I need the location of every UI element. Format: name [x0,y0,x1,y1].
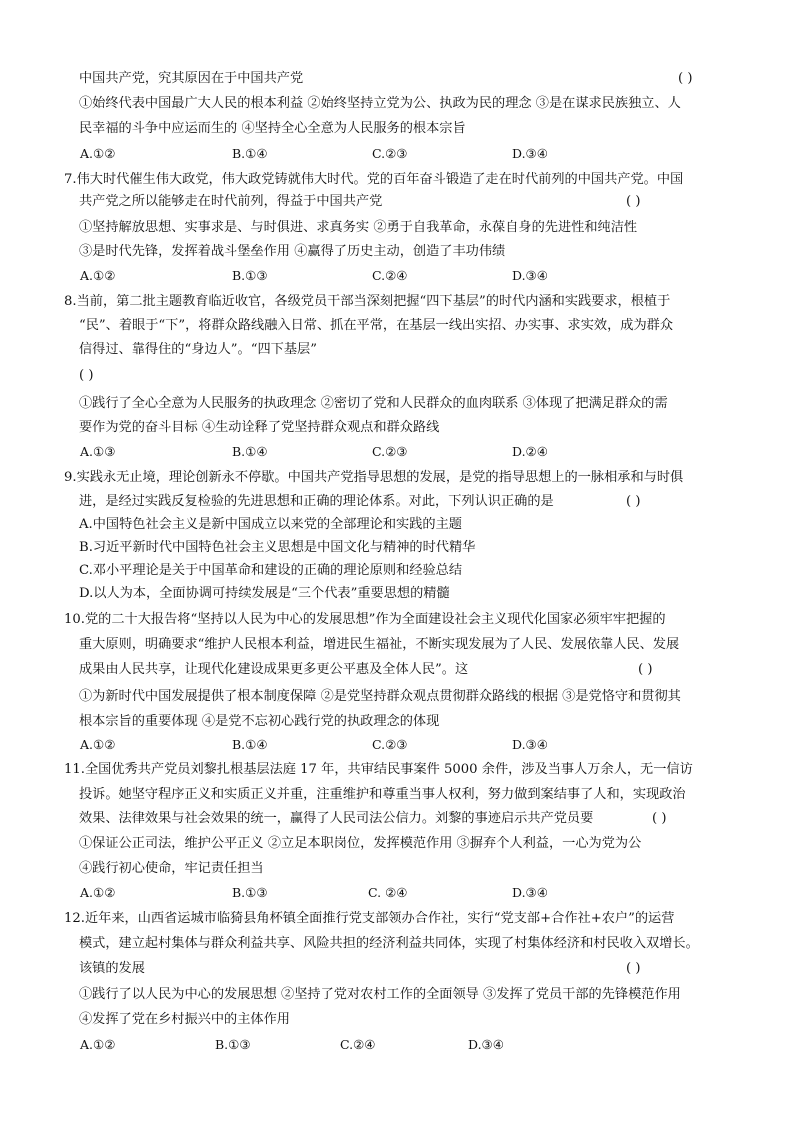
statement-line: ①始终代表中国最广大人民的根本利益 ②始终坚持立党为公、执政为民的理念 ③是在谋求民族独立、人 [79,96,681,111]
choice-d: D.以人为本，全面协调可持续发展是“三个代表”重要思想的精髓 [79,586,450,601]
option-b: B.①③ [232,268,268,283]
question-stem-line: 11.全国优秀共产党员刘黎扎根基层法庭 17 年，共审结民事案件 5000 余件，涉及当事人万余人，无一信访 [64,762,693,777]
question-stem-line: “民”、着眼于“下”，将群众路线融入日常、抓在平常，在基层一线出实招、办实事、求实效，成为群众 [79,318,674,333]
option-c: C.②③ [372,146,408,161]
option-a: A.①② [80,1037,116,1052]
question-stem-line: 效果、法律效果与社会效果的统一，赢得了人民司法公信力。刘黎的事迹启示共产党员要 [79,811,594,826]
statement-line: 根本宗旨的重要体现 ④是党不忘初心践行党的执政理念的体现 [79,714,440,729]
question-stem-line: 7.伟大时代催生伟大政党，伟大政党铸就伟大时代。党的百年奋斗锻造了走在时代前列的中国共产党。中国 [64,172,684,187]
option-c: C.②④ [372,268,408,283]
question-stem-line: 8.当前，第二批主题教育临近收官，各级党员干部当深刻把握“四下基层”的时代内涵和实践要求，根植于 [64,294,671,309]
option-c: C.②③ [372,444,408,459]
question-stem-line: 10.党的二十大报告将“坚持以人民为中心的发展思想”作为全面建设社会主义现代化国家必须牢牢把握的 [64,612,666,627]
option-a: A.①② [80,268,116,283]
question-stem-line: 信得过、靠得住的“身边人”。“四下基层” [79,342,317,357]
choice-c: C.邓小平理论是关于中国革命和建设的正确的理论原则和经验总结 [79,563,463,578]
statement-line: ①为新时代中国发展提供了根本制度保障 ②是党坚持群众观点贯彻群众路线的根据 ③是党恪守和贯彻其 [79,689,681,704]
answer-parentheses: ( ) [638,662,653,677]
question-stem-line: 投诉。她坚守程序正义和实质正义并重，注重维护和尊重当事人权利，努力做到案结事了人和，实现政治 [79,787,686,802]
option-b: B.①④ [232,737,268,752]
statement-line: 要作为党的奋斗目标 ④生动诠释了党坚持群众观点和群众路线 [79,420,440,435]
statement-line: 民幸福的斗争中应运而生的 ④坚持全心全意为人民服务的根本宗旨 [79,121,466,136]
option-d: D.③④ [512,885,548,900]
option-a: A.①② [80,737,116,752]
option-a: A.①② [80,885,116,900]
statement-line: ④践行初心使命，牢记责任担当 [79,861,264,876]
question-stem-line: 成果由人民共享，让现代化建设成果更多更公平惠及全体人民”。这 [79,662,469,677]
option-d: D.③④ [512,146,548,161]
answer-parentheses: ( ) [626,494,641,509]
statement-line: ①坚持解放思想、实事求是、与时俱进、求真务实 ②勇于自我革命，永葆自身的先进性和纯洁性 [79,220,638,235]
statement-line: ③是时代先锋，发挥着战斗堡垒作用 ④赢得了历史主动，创造了丰功伟绩 [79,244,506,259]
choice-a: A.中国特色社会主义是新中国成立以来党的全部理论和实践的主题 [79,517,462,532]
option-b: B.①④ [232,146,268,161]
option-b: B.①③ [215,1037,251,1052]
statement-line: ①践行了全心全意为人民服务的执政理念 ②密切了党和人民群众的血肉联系 ③体现了把满足群众的需 [79,396,668,411]
statement-line: ④发挥了党在乡村振兴中的主体作用 [79,1012,290,1027]
question-stem-line: 共产党之所以能够走在时代前列，得益于中国共产党 [79,194,383,209]
option-a: A.①③ [80,444,116,459]
option-d: D.③④ [468,1037,504,1052]
answer-parentheses: ( ) [626,194,641,209]
answer-parentheses: ( ) [79,368,94,383]
option-b: B.①④ [232,444,268,459]
question-stem-line: 中国共产党，究其原因在于中国共产党 [79,71,304,86]
question-stem-line: 该镇的发展 [79,961,145,976]
answer-parentheses: ( ) [652,811,667,826]
choice-b: B.习近平新时代中国特色社会主义思想是中国文化与精神的时代精华 [79,540,476,555]
question-stem-line: 进，是经过实践反复检验的先进思想和正确的理论体系。对此，下列认识正确的是 [79,494,554,509]
option-d: D.③④ [512,737,548,752]
option-b: B.①③ [232,885,268,900]
option-c: C.②④ [340,1037,376,1052]
option-d: D.③④ [512,268,548,283]
statement-line: ①践行了以人民为中心的发展思想 ②坚持了党对农村工作的全面领导 ③发挥了党员干部的先锋模范作用 [79,987,681,1002]
option-a: A.①② [80,146,116,161]
option-d: D.②④ [512,444,548,459]
option-c: C. ②④ [368,885,408,900]
answer-parentheses: ( ) [626,961,641,976]
answer-parentheses: ( ) [678,71,693,86]
question-stem-line: 重大原则，明确要求“维护人民根本利益，增进民生福祉，不断实现发展为了人民、发展依靠人民、发展 [79,637,680,652]
option-c: C.②③ [372,737,408,752]
question-stem-line: 9.实践永无止境，理论创新永不停歇。中国共产党指导思想的发展，是党的指导思想上的一脉相承和与时俱 [64,470,684,485]
question-stem-line: 模式，建立起村集体与群众利益共享、风险共担的经济利益共同体，实现了村集体经济和村民收入双增长。 [79,936,699,951]
question-stem-line: 12.近年来，山西省运城市临猗县角杯镇全面推行党支部领办合作社，实行“党支部+合作社+农户”的运营 [64,911,675,926]
statement-line: ①保证公正司法，维护公平正义 ②立足本职岗位，发挥模范作用 ③摒弃个人利益，一心为党为公 [79,836,642,851]
